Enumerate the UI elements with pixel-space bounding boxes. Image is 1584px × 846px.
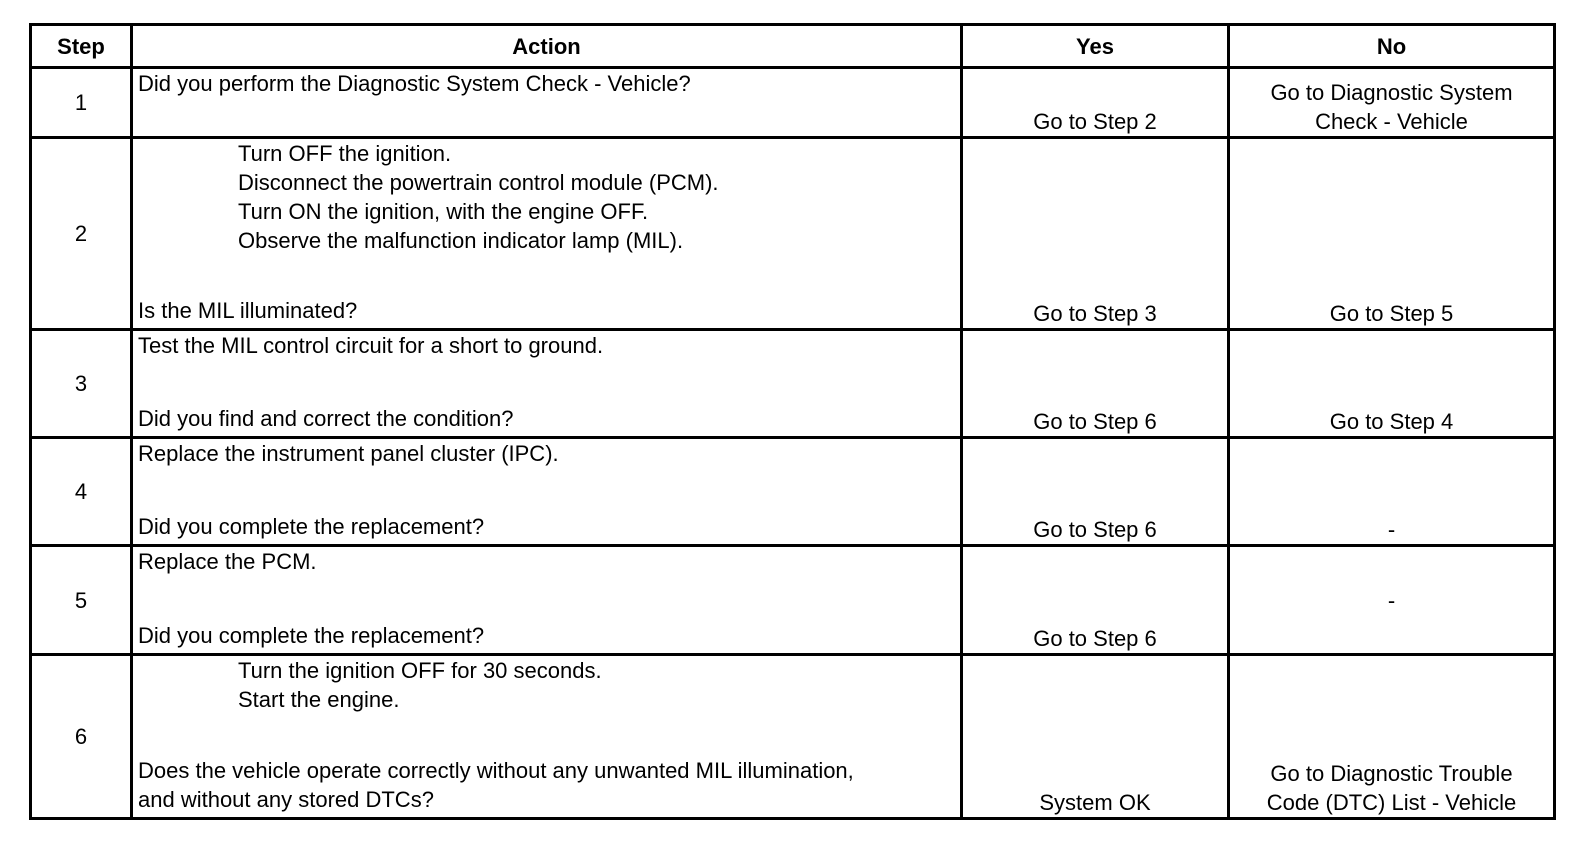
no-text-line: Go to Diagnostic System — [1270, 80, 1513, 105]
yes-cell: Go to Step 2 — [962, 68, 1229, 138]
action-instruction: Replace the instrument panel cluster (IPC). — [138, 441, 559, 466]
diagnostic-table — [29, 23, 1556, 820]
yes-cell: Go to Step 6 — [962, 438, 1229, 546]
action-question: Did you complete the replacement? — [138, 623, 485, 648]
table-row — [31, 438, 1555, 546]
yes-cell: System OK — [962, 655, 1229, 819]
action-question: and without any stored DTCs? — [138, 787, 434, 812]
action-instruction: Observe the malfunction indicator lamp (MIL). — [238, 228, 684, 253]
action-cell — [132, 68, 962, 138]
table-row — [31, 655, 1555, 819]
step-number: 3 — [31, 330, 132, 438]
action-question: Does the vehicle operate correctly without any unwanted MIL illumination, — [138, 758, 854, 783]
no-text-line: - — [1387, 517, 1396, 542]
no-text-line: Code (DTC) List - Vehicle — [1266, 790, 1517, 815]
yes-cell: Go to Step 3 — [962, 138, 1229, 330]
header-action: Action — [132, 25, 962, 68]
no-text-line: Check - Vehicle — [1315, 109, 1468, 134]
step-number: 2 — [31, 138, 132, 330]
step-number: 5 — [31, 546, 132, 655]
header-step: Step — [31, 25, 132, 68]
no-cell — [1229, 655, 1555, 819]
no-cell — [1229, 138, 1555, 330]
step-number: 1 — [31, 68, 132, 138]
header-row — [31, 25, 1555, 68]
no-cell — [1229, 330, 1555, 438]
table-row — [31, 546, 1555, 655]
action-question: Did you perform the Diagnostic System Check - Vehicle? — [138, 71, 691, 96]
action-cell — [132, 655, 962, 819]
action-instruction: Turn OFF the ignition. — [238, 141, 452, 166]
table-row — [31, 330, 1555, 438]
action-cell — [132, 330, 962, 438]
step-number: 6 — [31, 655, 132, 819]
no-cell — [1229, 68, 1555, 138]
action-instruction: Start the engine. — [238, 687, 400, 712]
action-question: Did you find and correct the condition? — [138, 406, 514, 431]
header-yes: Yes — [962, 25, 1229, 68]
step-number: 4 — [31, 438, 132, 546]
yes-cell: Go to Step 6 — [962, 330, 1229, 438]
action-question: Is the MIL illuminated? — [138, 298, 358, 323]
action-instruction: Disconnect the powertrain control module (PCM). — [238, 170, 719, 195]
action-cell — [132, 138, 962, 330]
action-instruction: Test the MIL control circuit for a short to ground. — [138, 333, 604, 358]
action-instruction: Turn ON the ignition, with the engine OFF. — [238, 199, 649, 224]
no-cell — [1229, 438, 1555, 546]
no-cell — [1229, 546, 1555, 655]
table-row — [31, 68, 1555, 138]
action-question-block — [138, 756, 854, 814]
action-cell — [132, 438, 962, 546]
action-question: Did you complete the replacement? — [138, 514, 485, 539]
no-text-line: Go to Step 4 — [1329, 409, 1454, 434]
no-text-line: Go to Step 5 — [1329, 301, 1454, 326]
table-row — [31, 138, 1555, 330]
action-cell — [132, 546, 962, 655]
no-text-line: - — [1387, 587, 1396, 613]
no-text-line: Go to Diagnostic Trouble — [1270, 761, 1513, 786]
yes-cell: Go to Step 6 — [962, 546, 1229, 655]
action-instruction: Turn the ignition OFF for 30 seconds. — [238, 658, 602, 683]
header-no: No — [1229, 25, 1555, 68]
action-instruction: Replace the PCM. — [138, 549, 317, 574]
